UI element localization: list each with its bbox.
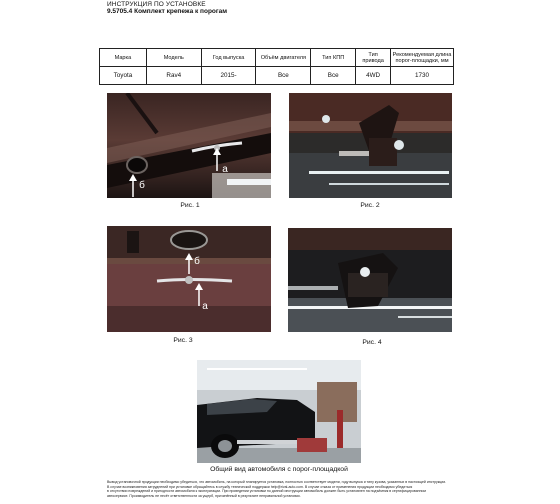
footer-disclaimer	[107, 480, 463, 498]
spec-value-cell: 2015-	[201, 67, 256, 85]
document-title: ИНСТРУКЦИЯ ПО УСТАНОВКЕ	[107, 1, 206, 8]
figure-1-label-b: б	[139, 180, 145, 191]
footer-line: В случае возникновения затруднений при установке обращайтесь в службу технической поддержки help@rival-auto.com. В случае отказа от применения продукции необходимо убедиться	[107, 484, 413, 489]
spec-value-cell: 1730	[391, 67, 454, 85]
spec-value-cell: Все	[311, 67, 356, 85]
spec-header-cell: Объём двигателя	[256, 49, 311, 67]
figure-3-label-a: а	[202, 301, 208, 312]
spec-value-cell: Все	[256, 67, 311, 85]
vehicle-spec-table	[99, 48, 454, 85]
figure-5-photo	[197, 360, 361, 463]
figure-3-caption: Рис. 3	[173, 337, 193, 344]
spec-header-row	[100, 49, 454, 67]
figure-2-caption: Рис. 2	[360, 202, 380, 209]
document-header	[107, 1, 467, 16]
spec-header-cell: Марка	[100, 49, 147, 67]
footer-line: в отсутствии повреждений и пригодности автомобиля к эксплуатации. При проведении установки по данной инструкции автомобиль должен быть установлен на подъёмник в сертифицированном	[107, 489, 426, 493]
spec-header-cell: Тип привода	[356, 49, 391, 67]
spec-header-cell: Модель	[146, 49, 201, 67]
figure-3-label-b: б	[194, 256, 200, 267]
figure-1-label-a: а	[222, 164, 228, 175]
figure-4-caption: Рис. 4	[362, 339, 382, 346]
figure-2-photo	[289, 93, 452, 198]
figure-3-arrows	[107, 226, 271, 332]
footer-line: автосервисе. Производитель не несёт ответственности за ущерб, причинённый в результате неправильной установки.	[107, 493, 301, 498]
figure-1-arrows	[107, 93, 271, 198]
spec-value-cell: 4WD	[356, 67, 391, 85]
spec-value-row	[100, 67, 454, 85]
document-subtitle: 9.5705.4 Комплект крепежа к порогам	[107, 8, 228, 15]
spec-value-cell: Rav4	[146, 67, 201, 85]
footer-line: Вывод установочной продукции необходимо убедиться, что автомобиль, на который планируется установка, полностью соответствует модели, году выпуска и типу кузова, указанных в настоящей инструкции.	[107, 480, 447, 484]
spec-header-cell: Тип КПП	[311, 49, 356, 67]
figure-1-caption: Рис. 1	[180, 202, 200, 209]
figure-4-photo	[288, 228, 452, 332]
spec-header-cell: Год выпуска	[201, 49, 256, 67]
spec-header-cell: Рекомендуемая длина порог-площадки, мм	[391, 49, 454, 67]
spec-value-cell: Toyota	[100, 67, 147, 85]
figure-5-caption: Общий вид автомобиля с порог-площадкой	[210, 466, 348, 473]
